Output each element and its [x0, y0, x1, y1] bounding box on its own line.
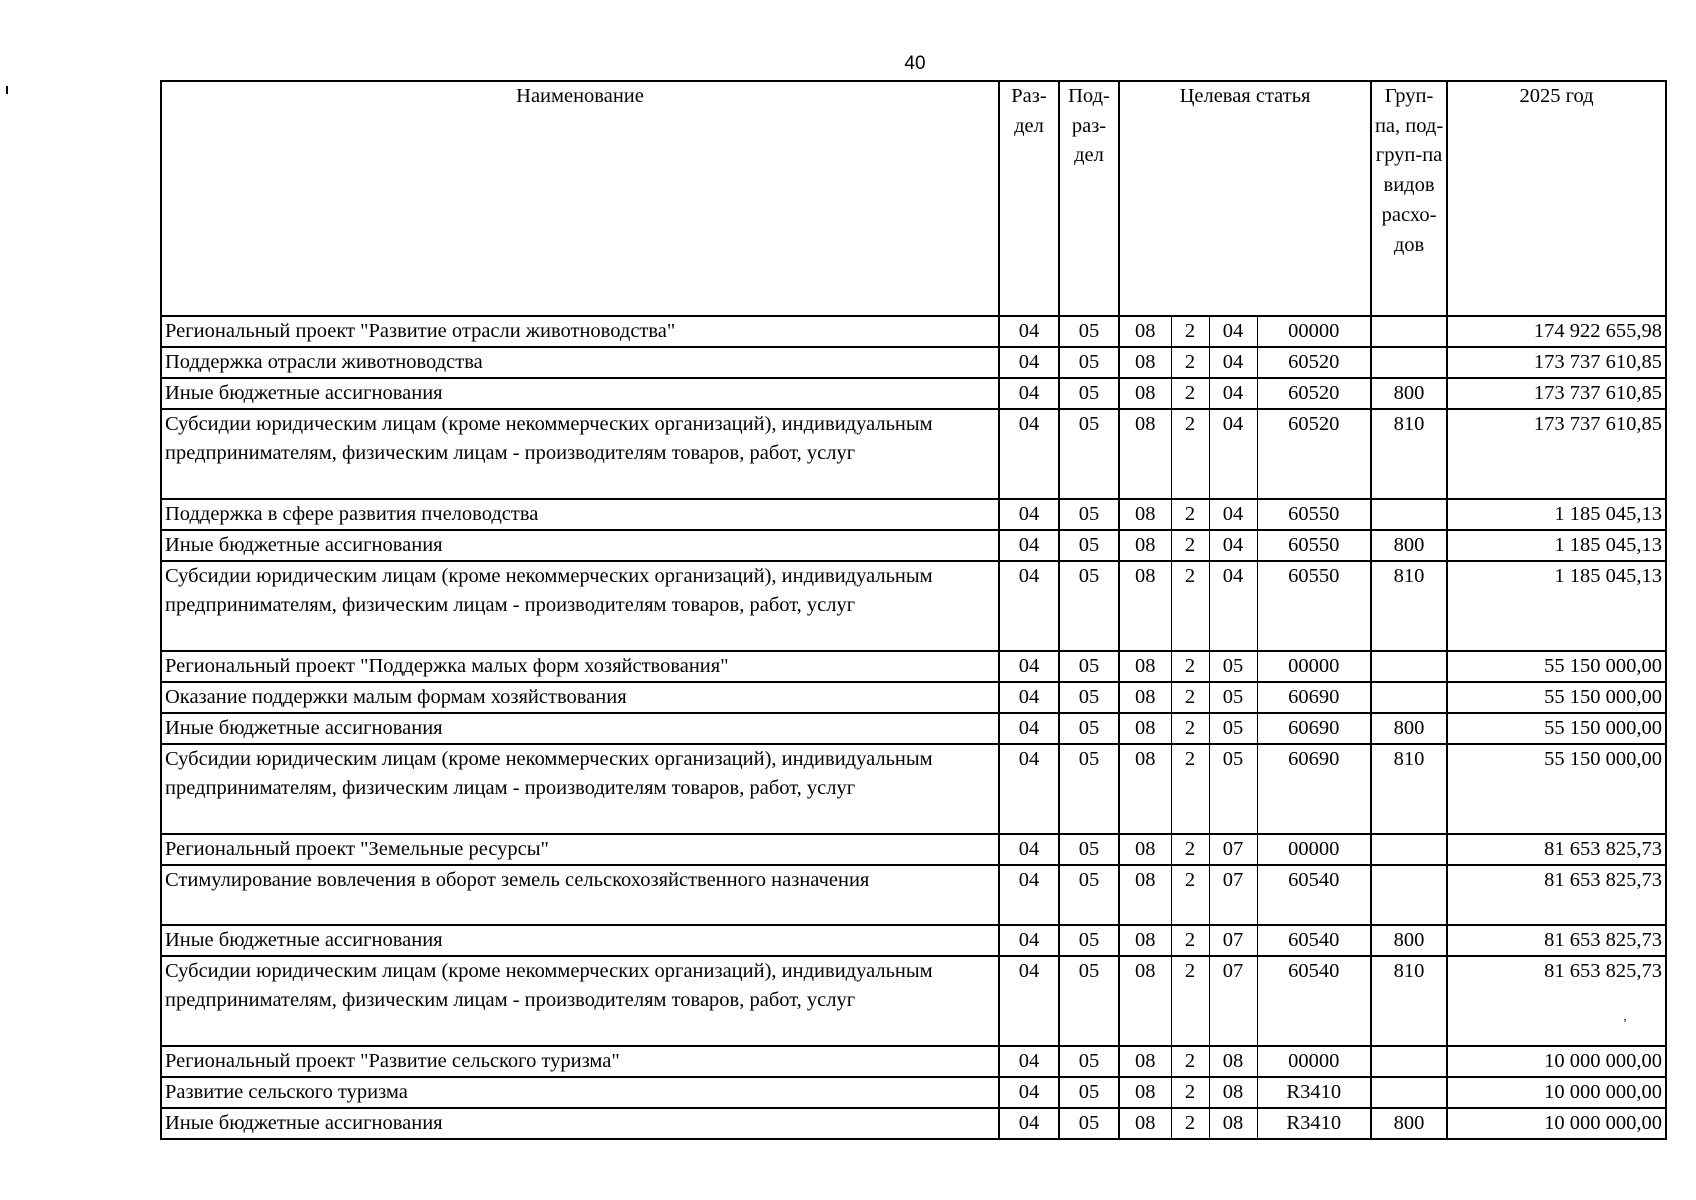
row-name-cell: Субсидии юридическим лицам (кроме некоммерческих организаций), индивидуальным предпринимателям, физическим лицам - производителям товаров, работ, услуг [161, 561, 999, 651]
row-vid-rashodov-cell [1371, 1046, 1447, 1077]
row-sum-cell: 10 000 000,00 [1447, 1046, 1666, 1077]
row-name-cell: Поддержка отрасли животноводства [161, 347, 999, 378]
table-header-row [161, 81, 1666, 316]
row-celevaya-part1-cell: 08 [1119, 682, 1171, 713]
row-razdel-cell: 04 [999, 682, 1059, 713]
row-celevaya-part3-cell: 08 [1209, 1046, 1257, 1077]
row-celevaya-part3-cell: 05 [1209, 651, 1257, 682]
header-gruppa-vidov-rashodov: Груп-па, под-груп-па видов расхо-дов [1371, 81, 1447, 316]
row-podrazdel-cell: 05 [1059, 651, 1119, 682]
row-sum-cell: 55 150 000,00 [1447, 744, 1666, 834]
row-celevaya-part4-cell: 60520 [1257, 378, 1371, 409]
row-celevaya-part4-cell: R3410 [1257, 1108, 1371, 1139]
row-name-cell: Оказание поддержки малым формам хозяйствования [161, 682, 999, 713]
table-row [161, 347, 1666, 378]
row-sum-cell: 81 653 825,73 [1447, 865, 1666, 925]
row-celevaya-part2-cell: 2 [1171, 834, 1209, 865]
row-celevaya-part1-cell: 08 [1119, 347, 1171, 378]
table-row [161, 834, 1666, 865]
row-celevaya-part3-cell: 04 [1209, 561, 1257, 651]
row-name-cell: Региональный проект "Развитие отрасли животноводства" [161, 316, 999, 347]
row-name-cell: Субсидии юридическим лицам (кроме некоммерческих организаций), индивидуальным предпринимателям, физическим лицам - производителям товаров, работ, услуг [161, 956, 999, 1046]
row-razdel-cell: 04 [999, 530, 1059, 561]
row-celevaya-part3-cell: 04 [1209, 316, 1257, 347]
row-razdel-cell: 04 [999, 409, 1059, 499]
row-celevaya-part4-cell: 60520 [1257, 409, 1371, 499]
row-celevaya-part2-cell: 2 [1171, 347, 1209, 378]
table-row [161, 682, 1666, 713]
table-row [161, 865, 1666, 925]
row-razdel-cell: 04 [999, 1077, 1059, 1108]
row-celevaya-part3-cell: 04 [1209, 347, 1257, 378]
row-podrazdel-cell: 05 [1059, 1077, 1119, 1108]
row-sum-cell: 1 185 045,13 [1447, 499, 1666, 530]
row-sum-cell: 174 922 655,98 [1447, 316, 1666, 347]
row-celevaya-part1-cell: 08 [1119, 651, 1171, 682]
table-row [161, 1108, 1666, 1139]
row-razdel-cell: 04 [999, 865, 1059, 925]
row-sum-cell: 81 653 825,73 [1447, 834, 1666, 865]
row-celevaya-part2-cell: 2 [1171, 713, 1209, 744]
row-celevaya-part4-cell: 60550 [1257, 561, 1371, 651]
row-sum-cell: 81 653 825,73 [1447, 925, 1666, 956]
row-celevaya-part3-cell: 07 [1209, 834, 1257, 865]
row-vid-rashodov-cell: 810 [1371, 956, 1447, 1046]
row-sum-cell: 173 737 610,85 [1447, 347, 1666, 378]
row-celevaya-part1-cell: 08 [1119, 409, 1171, 499]
row-celevaya-part4-cell: 60540 [1257, 865, 1371, 925]
scan-mark [6, 86, 8, 94]
row-sum-cell: 10 000 000,00 [1447, 1077, 1666, 1108]
row-name-cell: Иные бюджетные ассигнования [161, 925, 999, 956]
header-name: Наименование [161, 81, 999, 316]
row-celevaya-part1-cell: 08 [1119, 316, 1171, 347]
row-razdel-cell: 04 [999, 499, 1059, 530]
row-celevaya-part3-cell: 07 [1209, 956, 1257, 1046]
table-row [161, 1046, 1666, 1077]
row-vid-rashodov-cell [1371, 499, 1447, 530]
row-razdel-cell: 04 [999, 956, 1059, 1046]
row-vid-rashodov-cell [1371, 316, 1447, 347]
row-sum-cell: 173 737 610,85 [1447, 378, 1666, 409]
row-sum-cell: 55 150 000,00 [1447, 682, 1666, 713]
row-celevaya-part2-cell: 2 [1171, 925, 1209, 956]
row-celevaya-part2-cell: 2 [1171, 561, 1209, 651]
row-sum-cell: 173 737 610,85 [1447, 409, 1666, 499]
row-razdel-cell: 04 [999, 744, 1059, 834]
row-razdel-cell: 04 [999, 925, 1059, 956]
row-vid-rashodov-cell: 800 [1371, 925, 1447, 956]
row-celevaya-part4-cell: 00000 [1257, 834, 1371, 865]
row-name-cell: Иные бюджетные ассигнования [161, 713, 999, 744]
row-celevaya-part1-cell: 08 [1119, 499, 1171, 530]
budget-table [160, 80, 1667, 1140]
row-celevaya-part2-cell: 2 [1171, 316, 1209, 347]
row-celevaya-part2-cell: 2 [1171, 1108, 1209, 1139]
table-row [161, 530, 1666, 561]
row-razdel-cell: 04 [999, 651, 1059, 682]
row-name-cell: Развитие сельского туризма [161, 1077, 999, 1108]
row-podrazdel-cell: 05 [1059, 409, 1119, 499]
row-celevaya-part1-cell: 08 [1119, 1108, 1171, 1139]
row-celevaya-part2-cell: 2 [1171, 1077, 1209, 1108]
table-row [161, 925, 1666, 956]
row-celevaya-part4-cell: 60540 [1257, 925, 1371, 956]
row-celevaya-part4-cell: 00000 [1257, 651, 1371, 682]
row-vid-rashodov-cell [1371, 1077, 1447, 1108]
row-celevaya-part2-cell: 2 [1171, 499, 1209, 530]
row-name-cell: Субсидии юридическим лицам (кроме некоммерческих организаций), индивидуальным предпринимателям, физическим лицам - производителям товаров, работ, услуг [161, 409, 999, 499]
row-celevaya-part3-cell: 05 [1209, 713, 1257, 744]
row-celevaya-part4-cell: 60550 [1257, 499, 1371, 530]
table-body [161, 316, 1666, 1139]
row-razdel-cell: 04 [999, 316, 1059, 347]
row-celevaya-part3-cell: 04 [1209, 378, 1257, 409]
row-celevaya-part2-cell: 2 [1171, 956, 1209, 1046]
row-name-cell: Региональный проект "Земельные ресурсы" [161, 834, 999, 865]
row-vid-rashodov-cell: 810 [1371, 744, 1447, 834]
row-celevaya-part4-cell: 60690 [1257, 744, 1371, 834]
row-name-cell: Иные бюджетные ассигнования [161, 378, 999, 409]
row-celevaya-part2-cell: 2 [1171, 409, 1209, 499]
row-podrazdel-cell: 05 [1059, 347, 1119, 378]
row-celevaya-part3-cell: 08 [1209, 1077, 1257, 1108]
row-celevaya-part1-cell: 08 [1119, 925, 1171, 956]
row-sum-cell: 55 150 000,00 [1447, 651, 1666, 682]
row-celevaya-part3-cell: 07 [1209, 865, 1257, 925]
row-vid-rashodov-cell: 810 [1371, 561, 1447, 651]
row-razdel-cell: 04 [999, 713, 1059, 744]
row-podrazdel-cell: 05 [1059, 865, 1119, 925]
row-podrazdel-cell: 05 [1059, 682, 1119, 713]
row-podrazdel-cell: 05 [1059, 316, 1119, 347]
row-celevaya-part1-cell: 08 [1119, 713, 1171, 744]
header-celevaya-statya: Целевая статья [1119, 81, 1371, 316]
row-celevaya-part3-cell: 08 [1209, 1108, 1257, 1139]
row-celevaya-part1-cell: 08 [1119, 1077, 1171, 1108]
row-celevaya-part1-cell: 08 [1119, 834, 1171, 865]
row-celevaya-part1-cell: 08 [1119, 865, 1171, 925]
row-celevaya-part4-cell: 00000 [1257, 316, 1371, 347]
row-name-cell: Иные бюджетные ассигнования [161, 530, 999, 561]
row-celevaya-part3-cell: 04 [1209, 499, 1257, 530]
row-sum-cell: 55 150 000,00 [1447, 713, 1666, 744]
table-row [161, 651, 1666, 682]
row-podrazdel-cell: 05 [1059, 1108, 1119, 1139]
row-vid-rashodov-cell [1371, 834, 1447, 865]
row-celevaya-part1-cell: 08 [1119, 956, 1171, 1046]
row-celevaya-part2-cell: 2 [1171, 1046, 1209, 1077]
row-celevaya-part2-cell: 2 [1171, 744, 1209, 834]
row-sum-cell: 81 653 825,73 [1447, 956, 1666, 1046]
row-vid-rashodov-cell: 800 [1371, 378, 1447, 409]
row-name-cell: Стимулирование вовлечения в оборот земель сельскохозяйственного назначения [161, 865, 999, 925]
row-celevaya-part4-cell: 60540 [1257, 956, 1371, 1046]
row-razdel-cell: 04 [999, 561, 1059, 651]
table-row [161, 561, 1666, 651]
row-razdel-cell: 04 [999, 834, 1059, 865]
header-year: 2025 год [1447, 81, 1666, 316]
row-name-cell: Региональный проект "Развитие сельского туризма" [161, 1046, 999, 1077]
row-celevaya-part3-cell: 04 [1209, 409, 1257, 499]
row-razdel-cell: 04 [999, 347, 1059, 378]
table-row [161, 499, 1666, 530]
row-razdel-cell: 04 [999, 1046, 1059, 1077]
row-celevaya-part1-cell: 08 [1119, 744, 1171, 834]
row-celevaya-part1-cell: 08 [1119, 378, 1171, 409]
row-celevaya-part3-cell: 07 [1209, 925, 1257, 956]
table-row [161, 956, 1666, 1046]
row-podrazdel-cell: 05 [1059, 713, 1119, 744]
row-celevaya-part1-cell: 08 [1119, 561, 1171, 651]
row-sum-cell: 10 000 000,00 [1447, 1108, 1666, 1139]
row-podrazdel-cell: 05 [1059, 530, 1119, 561]
page-number: 40 [904, 53, 926, 74]
row-vid-rashodov-cell [1371, 347, 1447, 378]
row-celevaya-part2-cell: 2 [1171, 865, 1209, 925]
row-celevaya-part2-cell: 2 [1171, 530, 1209, 561]
row-celevaya-part2-cell: 2 [1171, 378, 1209, 409]
row-vid-rashodov-cell: 800 [1371, 1108, 1447, 1139]
row-podrazdel-cell: 05 [1059, 499, 1119, 530]
row-podrazdel-cell: 05 [1059, 1046, 1119, 1077]
row-name-cell: Субсидии юридическим лицам (кроме некоммерческих организаций), индивидуальным предпринимателям, физическим лицам - производителям товаров, работ, услуг [161, 744, 999, 834]
row-celevaya-part2-cell: 2 [1171, 651, 1209, 682]
row-celevaya-part3-cell: 04 [1209, 530, 1257, 561]
scan-mark: ʼ [1623, 1016, 1627, 1030]
row-razdel-cell: 04 [999, 1108, 1059, 1139]
row-celevaya-part1-cell: 08 [1119, 530, 1171, 561]
row-sum-cell: 1 185 045,13 [1447, 530, 1666, 561]
row-vid-rashodov-cell: 800 [1371, 530, 1447, 561]
row-name-cell: Иные бюджетные ассигнования [161, 1108, 999, 1139]
row-celevaya-part4-cell: 60690 [1257, 713, 1371, 744]
row-podrazdel-cell: 05 [1059, 925, 1119, 956]
row-name-cell: Поддержка в сфере развития пчеловодства [161, 499, 999, 530]
row-celevaya-part2-cell: 2 [1171, 682, 1209, 713]
row-celevaya-part4-cell: 60550 [1257, 530, 1371, 561]
row-podrazdel-cell: 05 [1059, 956, 1119, 1046]
row-vid-rashodov-cell: 800 [1371, 713, 1447, 744]
row-podrazdel-cell: 05 [1059, 744, 1119, 834]
row-celevaya-part4-cell: R3410 [1257, 1077, 1371, 1108]
header-podrazdel: Под-раз-дел [1059, 81, 1119, 316]
table-row [161, 316, 1666, 347]
row-celevaya-part3-cell: 05 [1209, 682, 1257, 713]
row-vid-rashodov-cell [1371, 651, 1447, 682]
row-sum-cell: 1 185 045,13 [1447, 561, 1666, 651]
row-vid-rashodov-cell [1371, 865, 1447, 925]
row-name-cell: Региональный проект "Поддержка малых форм хозяйствования" [161, 651, 999, 682]
row-celevaya-part4-cell: 60690 [1257, 682, 1371, 713]
header-razdel: Раз-дел [999, 81, 1059, 316]
table-row [161, 378, 1666, 409]
row-podrazdel-cell: 05 [1059, 561, 1119, 651]
row-vid-rashodov-cell [1371, 682, 1447, 713]
row-podrazdel-cell: 05 [1059, 834, 1119, 865]
row-vid-rashodov-cell: 810 [1371, 409, 1447, 499]
row-celevaya-part4-cell: 60520 [1257, 347, 1371, 378]
row-podrazdel-cell: 05 [1059, 378, 1119, 409]
table-row [161, 744, 1666, 834]
table-row [161, 409, 1666, 499]
row-celevaya-part1-cell: 08 [1119, 1046, 1171, 1077]
row-celevaya-part4-cell: 00000 [1257, 1046, 1371, 1077]
row-razdel-cell: 04 [999, 378, 1059, 409]
row-celevaya-part3-cell: 05 [1209, 744, 1257, 834]
table-row [161, 1077, 1666, 1108]
table-row [161, 713, 1666, 744]
